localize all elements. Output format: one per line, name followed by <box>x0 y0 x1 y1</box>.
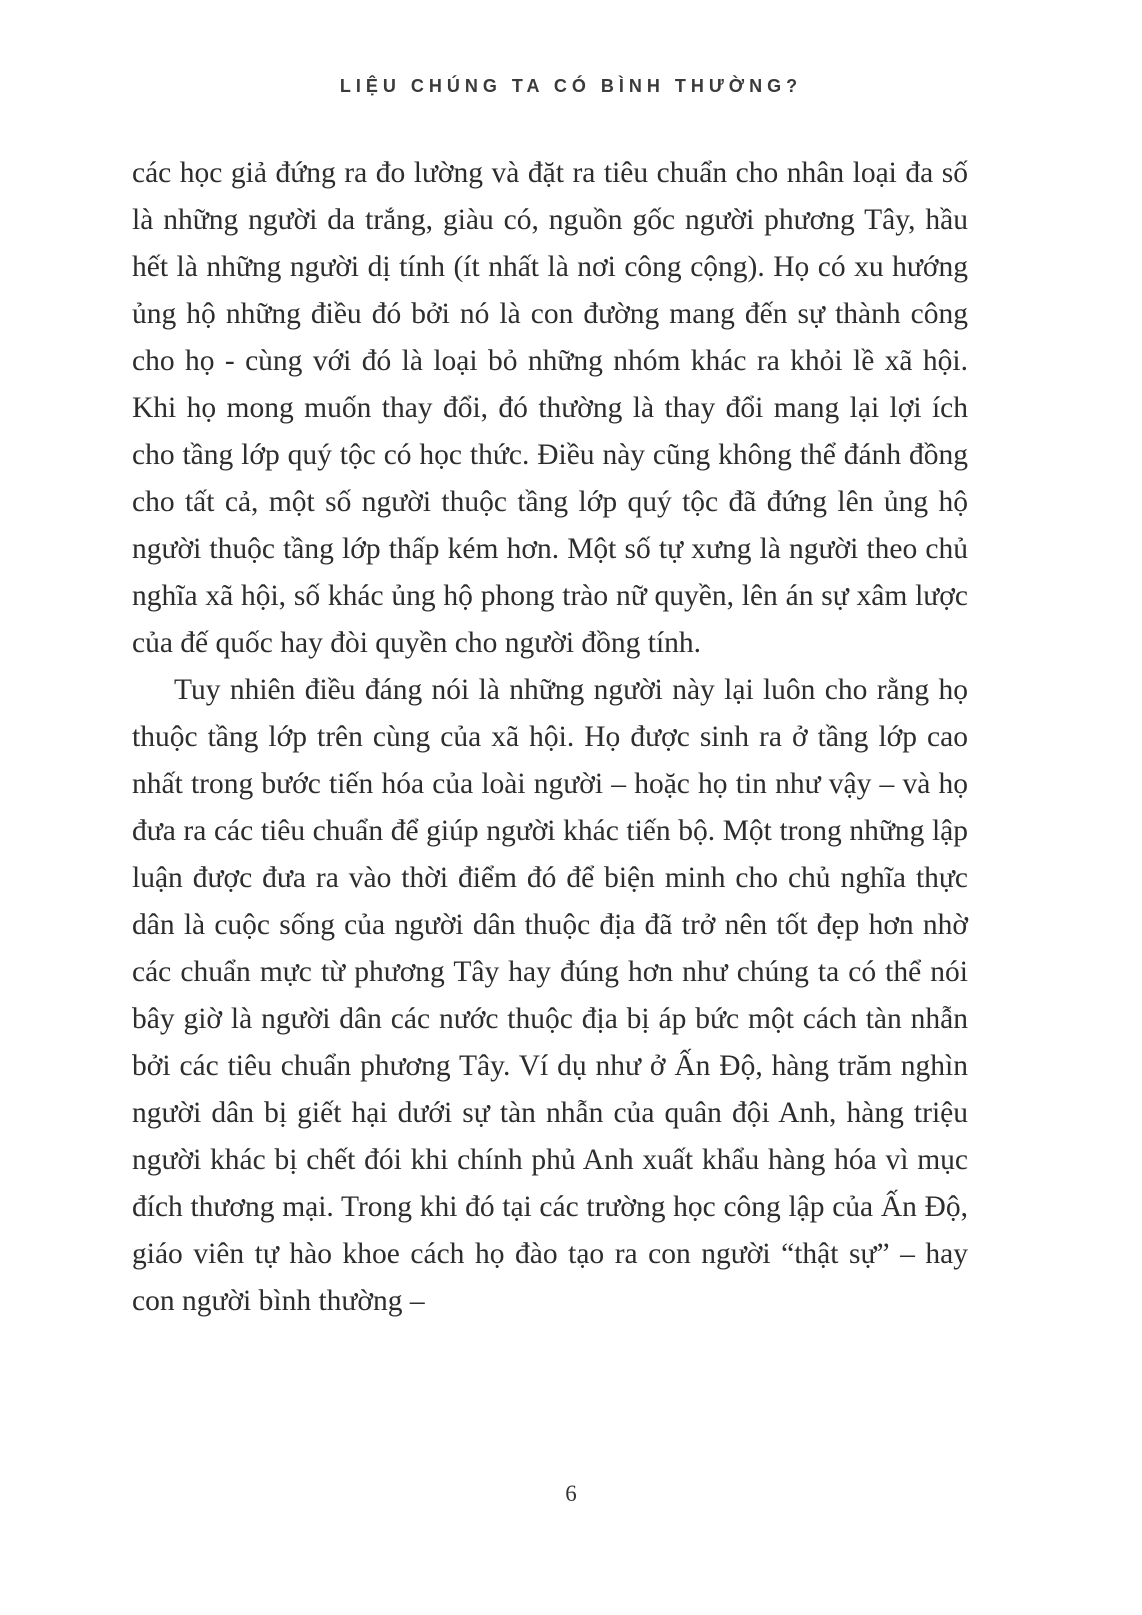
page-number: 6 <box>565 1481 577 1506</box>
paragraph: Tuy nhiên điều đáng nói là những người này lại luôn cho rằng họ thuộc tầng lớp trên cùng của xã hội. Họ được sinh ra ở tầng lớp cao nhất trong bước tiến hóa của loài người – hoặc họ tin như vậy – và họ đưa ra các tiêu chuẩn để giúp người khác tiến bộ. Một trong những lập luận được đưa ra vào thời điểm đó để biện minh cho chủ nghĩa thực dân là cuộc sống của người dân thuộc địa đã trở nên tốt đẹp hơn nhờ các chuẩn mực từ phương Tây hay đúng hơn như chúng ta có thể nói bây giờ là người dân các nước thuộc địa bị áp bức một cách tàn nhẫn bởi các tiêu chuẩn phương Tây. Ví dụ như ở Ấn Độ, hàng trăm nghìn người dân bị giết hại dưới sự tàn nhẫn của quân đội Anh, hàng triệu người khác bị chết đói khi chính phủ Anh xuất khẩu hàng hóa vì mục đích thương mại. Trong khi đó tại các trường học công lập của Ấn Độ, giáo viên tự hào khoe cách họ đào tạo ra con người “thật sự” – hay con người bình thường – <box>132 674 968 1317</box>
running-head: LIỆU CHÚNG TA CÓ BÌNH THƯỜNG? <box>339 76 803 96</box>
body-text <box>132 150 968 1325</box>
paragraph-continuation: các học giả đứng ra đo lường và đặt ra tiêu chuẩn cho nhân loại đa số là những người da trắng, giàu có, nguồn gốc người phương Tây, hầu hết là những người dị tính (ít nhất là nơi công cộng). Họ có xu hướng ủng hộ những điều đó bởi nó là con đường mang đến sự thành công cho họ - cùng với đó là loại bỏ những nhóm khác ra khỏi lề xã hội. Khi họ mong muốn thay đổi, đó thường là thay đổi mang lại lợi ích cho tầng lớp quý tộc có học thức. Điều này cũng không thể đánh đồng cho tất cả, một số người thuộc tầng lớp quý tộc đã đứng lên ủng hộ người thuộc tầng lớp thấp kém hơn. Một số tự xưng là người theo chủ nghĩa xã hội, số khác ủng hộ phong trào nữ quyền, lên án sự xâm lược của đế quốc hay đòi quyền cho người đồng tính. <box>132 157 968 659</box>
